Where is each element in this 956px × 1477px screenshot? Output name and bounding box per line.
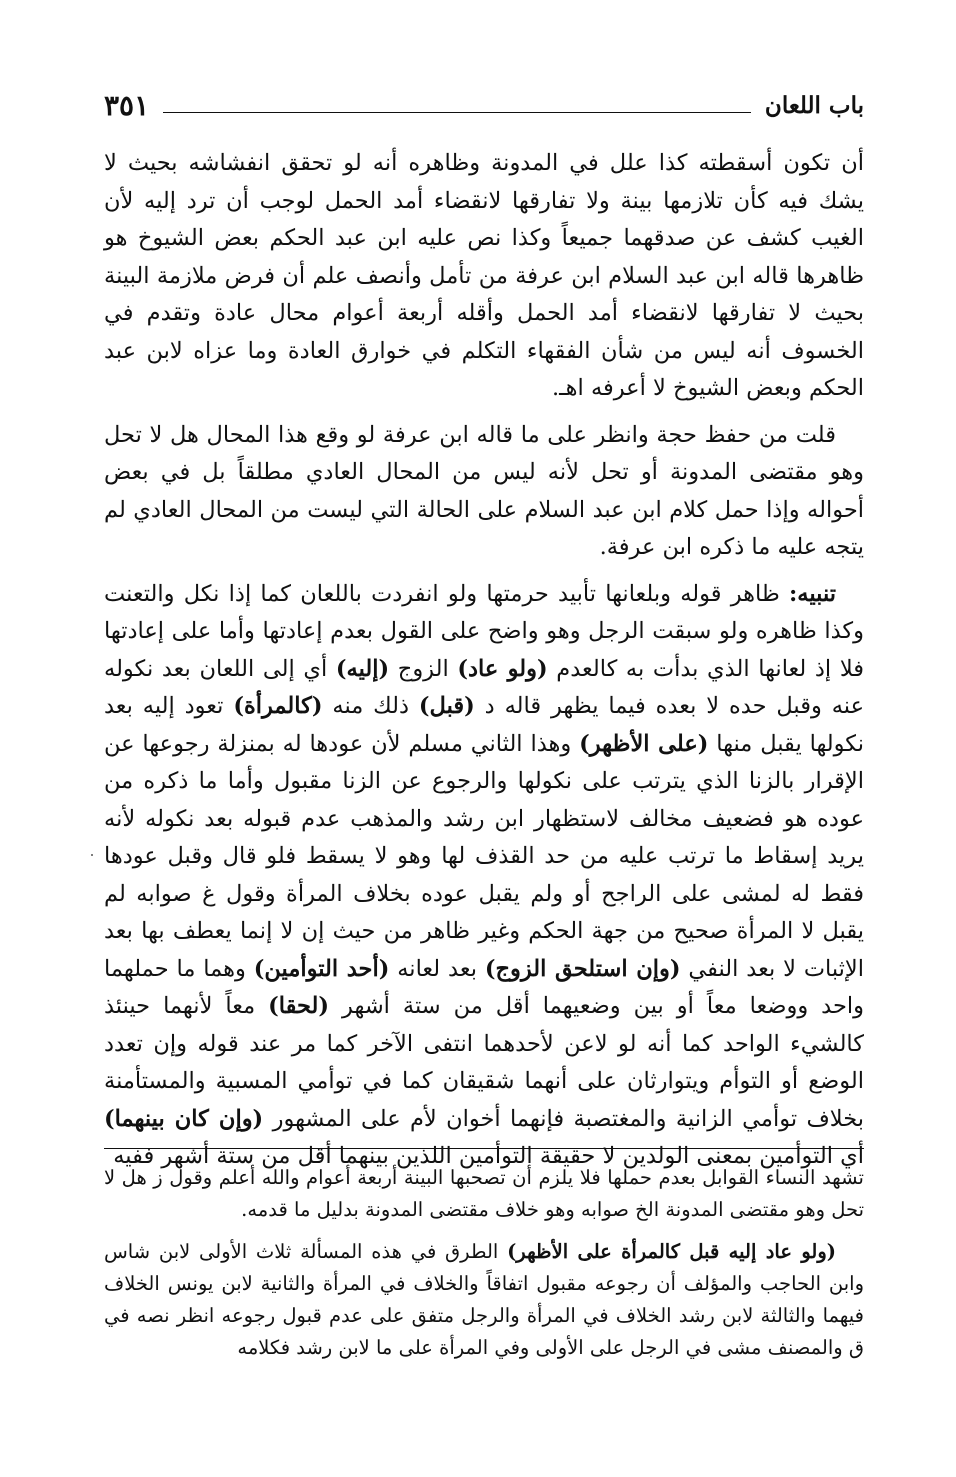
header-rule	[163, 112, 751, 113]
footnotes	[104, 1162, 864, 1364]
matn-segment: (على الأظهر)	[579, 730, 709, 757]
matn-segment: (أحد التوأمين)	[253, 955, 390, 982]
text-segment: ظاهر قوله وبلعانها تأبيد حرمتها ولو انفردت باللعان كما إذا نكل والتعنت وكذا ظاهره ولو سبقت الرجل وهو واضح على القول بعدم إعادتها وأما على إعادتها فلا إذ لعانها الذي بدأت به كالعدم	[104, 580, 864, 682]
matn-segment: (وإن كان بينهما)	[104, 1105, 264, 1132]
text-segment: تعود إليه بعد نكولها يقبل منها	[104, 693, 864, 757]
footnote-continuation: تشهد النساء القوابل بعدم حملها فلا يلزم أن تصحبها البينة أربعة أعوام والله أعلم وقول ز هل لا تحل وهو مقتضى المدونة الخ صوابه وهو خلاف مقتضى المدونة بدليل ما قدمه.	[104, 1166, 864, 1221]
matn-segment: (كالمرأة)	[233, 693, 323, 719]
text-segment: وهذا الثاني مسلم لأن عودها له بمنزلة رجوعها عن الإقرار بالزنا الذي يترتب على نكولها والرجوع عن الزنا مقبول وأما ما ذكره من عوده هو فضعيف مخالف لاستظهار ابن رشد والمذهب عدم قبوله بعد نكوله لأنه يريد إسقاط ما ترتب عليه من حد القذف لها وهو لا يسقط فلو قال وقبل عودها فقط له لمشى على الراجح أو ولم يقبل عوده بخلاف المرأة وقول غ صوابه لم يقبل لا المرأة صحيح من جهة الحكم وغير ظاهر من حيث إن لا إنما يعطف بها بعد الإثبات لا بعد النفي	[104, 730, 865, 982]
text-segment: الطرق في هذه المسألة ثلاث الأولى لابن شاس وابن الحاجب والمؤلف أن رجوعه مقبول اتفاقاً والخلاف في المرأة والثانية لابن يونس الخلاف فيهما والثالثة لابن رشد الخلاف في المرأة والرجل متفق على عدم قبول رجوعه انظر نصه في ق والمصنف مشى في الرجل على الأولى وفي المرأة على ما لابن رشد فكلامه	[104, 1240, 864, 1359]
running-header	[104, 82, 864, 122]
paragraph-continuation: أن تكون أسقطته كذا علل في المدونة وظاهره أنه لو تحقق انفشاشه بحيث لا يشك فيه كأن تلازمها بينة ولا تفارقها لانقضاء أمد الحمل لوجب أن ترد إليه لأن الغيب كشف عن صدقهما جميعاً وكذا نص عليه ابن عبد الحكم بعض الشيوخ هو ظاهرها قاله ابن عبد السلام ابن عرفة من تأمل وأنصف علم أن فرض ملازمة البينة بحيث لا تفارقها لانقضاء أمد الحمل وأقله أربعة أعوام محال عادة وتقدم في الخسوف أنه ليس من شأن الفقهاء التكلم في خوارق العادة وما عزاه لابن عبد الحكم وبعض الشيوخ لا أعرفه اهـ.	[104, 150, 864, 401]
footnote-separator	[104, 1148, 864, 1149]
text-segment: معاً لأنهما حينئذ كالشيء الواحد كما أنه لو لاعن لأحدهما انتفى الآخر كما مر عند قوله وإن تعدد الوضع أو التوأم ويتوارثان على أنهما شقيقان كما في توأمي المسبية والمستأمنة بخلاف توأمي الزانية والمغتصبة فإنهما أخوان لأم على المشهور	[104, 993, 864, 1132]
footnote-wa-law-aad	[104, 1236, 864, 1364]
text-segment: الزوج	[389, 655, 458, 682]
matn-segment: (ولو عاد)	[457, 655, 548, 682]
matn-segment: (قبل)	[418, 693, 475, 719]
main-text	[104, 145, 864, 1176]
tanbih-label: تنبيه:	[789, 580, 836, 607]
paragraph-tanbih	[104, 576, 864, 1176]
matn-segment: (وإن استلحق الزوج)	[484, 955, 681, 982]
matn-segment: (إليه)	[335, 655, 390, 682]
text-segment: وهما ما حملهما واحد ووضعا معاً أو بين وضعيهما أقل من ستة أشهر	[104, 955, 864, 1019]
matn-segment: (لحقا)	[268, 993, 330, 1019]
page-number: ٣٥١	[104, 89, 150, 122]
text-segment: بعد لعانه	[389, 955, 485, 982]
chapter-title: باب اللعان	[764, 92, 864, 119]
footnote-matn: (ولو عاد إليه قبل كالمرأة على الأظهر)	[507, 1240, 836, 1263]
text-segment: ذلك منه	[322, 693, 419, 719]
paragraph-qult: قلت من حفظ حجة وانظر على ما قاله ابن عرفة لو وقع هذا المحال هل لا تحل وهو مقتضى المدونة أو تحل لأنه ليس من المحال العادي مطلقاً بل في بعض أحواله وإذا حمل كلام ابن عبد السلام على الحالة التي ليست من المحال العادي لم يتجه عليه ما ذكره ابن عرفة.	[104, 421, 864, 560]
text-segment: أي التوأمين بمعنى الولدين لا حقيقة التوأمين اللذين بينهما أقل من ستة أشهر ففيه	[113, 1143, 864, 1169]
text-segment: أي إلى اللعان بعد نكوله عنه وقبل حده لا بعده فيما يظهر قاله د	[104, 655, 865, 719]
stray-mark	[91, 854, 93, 856]
